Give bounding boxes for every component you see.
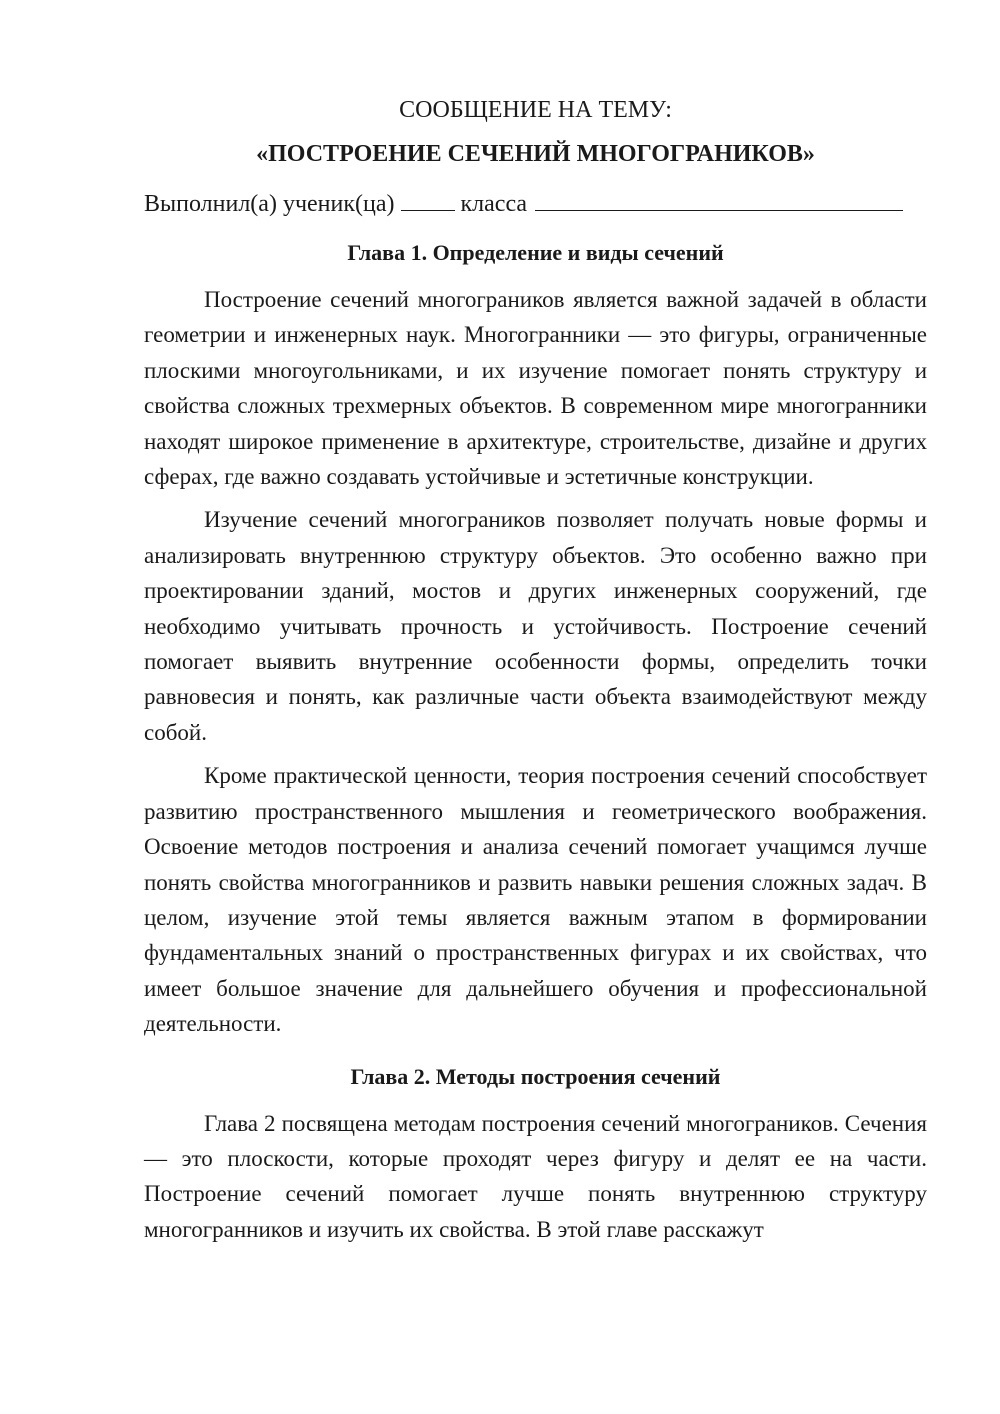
chapter-1-paragraph-3: Кроме практической ценности, теория построения сечений способствует развитию пространственного мышления и геометрического воображения. Освоение методов построения и анализа сечений помогает учащимся лучше понять свойства многогранников и развить навыки решения сложных задач. В целом, изучение этой темы является важным этапом в формировании фундаментальных знаний о пространственных фигурах и их свойствах, что имеет большое значение для дальнейшего обучения и профессиональной деятельности. [144, 763, 927, 1037]
student-name-blank[interactable] [535, 188, 903, 211]
class-word-label: класса [460, 191, 528, 217]
chapter-2-heading: Глава 2. Методы построения сечений [350, 1063, 721, 1089]
chapter-1-paragraph-2: Изучение сечений многограников позволяет получать новые формы и анализировать внутреннюю структуру объектов. Это особенно важно при проектировании зданий, мостов и других инженерных сооружений, где необходимо учитывать прочность и устойчивость. Построение сечений помогает выявить внутренние особенности формы, определить точки равновесия и понять, как различные части объекта взаимодействуют между собой. [144, 507, 927, 745]
performed-by-label: Выполнил(а) ученик(ца) [144, 191, 395, 217]
chapter-1-heading: Глава 1. Определение и виды сечений [347, 240, 724, 265]
chapter-2-paragraph-1: Глава 2 посвящена методам построения сечений многограников. Сечения — это плоскости, которые проходят через фигуру и делят ее на части. Построение сечений помогает лучше понять внутреннюю структуру многогранников и изучить их свойства. В этой главе расскажут [144, 1110, 927, 1242]
report-label: СООБЩЕНИЕ НА ТЕМУ: [399, 97, 672, 123]
signature-line [144, 186, 927, 222]
report-title: «ПОСТРОЕНИЕ СЕЧЕНИЙ МНОГОГРАНИКОВ» [256, 141, 815, 167]
class-number-blank[interactable] [401, 188, 455, 211]
chapter-1-paragraph-1: Построение сечений многограников является важной задачей в области геометрии и инженерных наук. Многогранники — это фигуры, ограниченные плоскими многоугольниками, и их изучение помогает понять структуру и свойства сложных трехмерных объектов. В современном мире многогранники находят широкое применение в архитектуре, строительстве, дизайне и других сферах, где важно создавать устойчивые и эстетичные конструкции. [144, 287, 927, 490]
document-content [144, 92, 927, 1247]
